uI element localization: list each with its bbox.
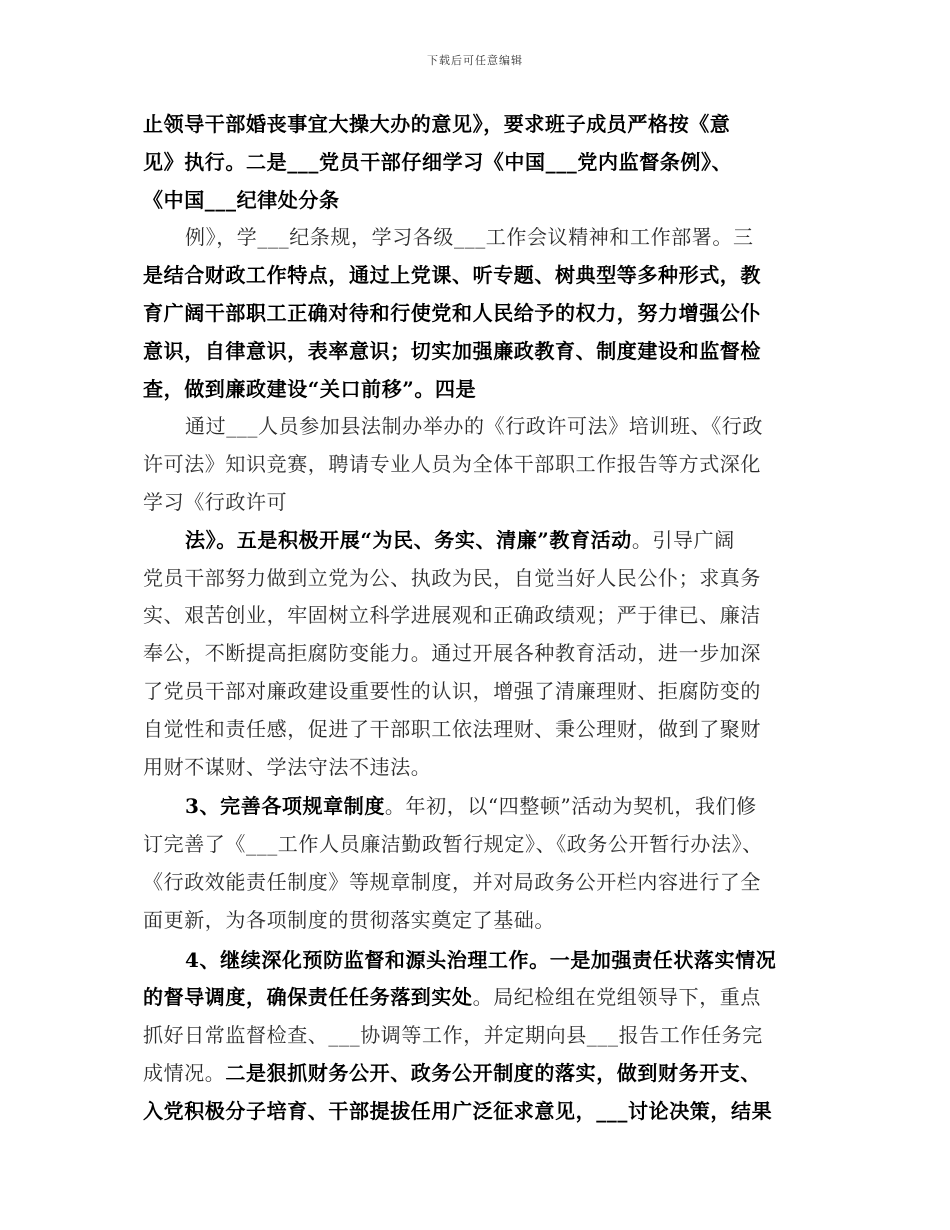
text-run: 学习《行政许可 bbox=[143, 489, 288, 514]
text-run: 面更新，为各项制度的贯彻落实奠定了基础。 bbox=[143, 907, 555, 932]
bold-text-run: 《中国___纪律处分条 bbox=[143, 187, 340, 212]
text-run: 。引导广阔 bbox=[631, 527, 735, 552]
text-line bbox=[143, 942, 811, 980]
text-line bbox=[143, 864, 811, 902]
bold-text-run: 3、完善各项规章制度 bbox=[185, 794, 385, 819]
text-line bbox=[143, 749, 811, 787]
text-line bbox=[143, 597, 811, 635]
text-line bbox=[143, 408, 811, 446]
text-line bbox=[143, 1055, 811, 1093]
text-run: 。局纪检组在党组领导下，重点 bbox=[472, 985, 762, 1010]
text-run: 《行政效能责任制度》等规章制度，并对局政务公开栏内容进行了全 bbox=[143, 869, 761, 894]
text-run: 。年初，以“四整顿”活动为契机，我们修 bbox=[384, 794, 757, 819]
bold-text-run: 二是狠抓财务公开、政务公开制度的落实，做到财务开支、 bbox=[225, 1060, 762, 1085]
text-line bbox=[143, 788, 811, 826]
text-run: 许可法》知识竞赛，聘请专业人员为全体干部职工作报告等方式深化 bbox=[143, 452, 761, 477]
bold-text-run: 意识，自律意识，表率意识；切实加强廉政教育、制度建设和监督检 bbox=[143, 338, 761, 363]
text-run: 成情况。 bbox=[143, 1060, 226, 1085]
bold-text-run: 见》执行。二是___党员干部仔细学习《中国___党内监督条例》、 bbox=[143, 149, 733, 174]
text-line bbox=[143, 826, 811, 864]
text-line bbox=[143, 1093, 811, 1131]
text-run: 自觉性和责任感，促进了干部职工依法理财、秉公理财，做到了聚财 bbox=[143, 716, 761, 741]
text-run: 抓好日常监督检查、___协调等工作，并定期向县___报告工作任务完 bbox=[143, 1023, 763, 1048]
text-line bbox=[143, 333, 811, 371]
bold-text-run: 查，做到廉政建设“关口前移”。四是 bbox=[143, 376, 477, 401]
text-line bbox=[143, 371, 811, 409]
text-line bbox=[143, 560, 811, 598]
text-run: 订完善了《___工作人员廉洁勤政暂行规定》、《政务公开暂行办法》、 bbox=[143, 832, 763, 857]
text-line bbox=[143, 1017, 811, 1055]
bold-text-run: 4、继续深化预防监督和源头治理工作。一是加强责任状落实情况 bbox=[185, 947, 777, 972]
text-line bbox=[143, 295, 811, 333]
text-line bbox=[143, 635, 811, 673]
text-run: 实、艰苦创业，牢固树立科学进展观和正确政绩观；严于律已、廉洁 bbox=[143, 603, 761, 628]
bold-text-run: 入党积极分子培育、干部提拔任用广泛征求意见，___讨论决策，结果 bbox=[143, 1098, 773, 1123]
text-line bbox=[143, 484, 811, 522]
text-line bbox=[143, 979, 811, 1017]
text-line bbox=[143, 144, 811, 182]
text-run: 奉公，不断提高拒腐防变能力。通过开展各种教育活动，进一步加深 bbox=[143, 641, 761, 666]
bold-text-run: 是结合财政工作特点，通过上党课、听专题、树典型等多种形式，教 bbox=[143, 263, 761, 288]
text-line bbox=[143, 219, 811, 257]
bold-text-run: 止领导干部婚丧事宜大操大办的意见》，要求班子成员严格按《意 bbox=[143, 112, 731, 136]
text-run: 例》，学___纪条规，学习各级___工作会议精神和工作部署。三 bbox=[185, 225, 754, 250]
text-line bbox=[143, 711, 811, 749]
text-run: 了党员干部对廉政建设重要性的认识，增强了清廉理财、拒腐防变的 bbox=[143, 678, 761, 703]
bold-text-run: 的督导调度，确保责任任务落到实处 bbox=[143, 985, 473, 1010]
bold-text-run: 法》。五是积极开展“为民、务实、清廉”教育活动 bbox=[185, 527, 632, 552]
text-line bbox=[143, 182, 811, 220]
text-line bbox=[143, 257, 811, 295]
page-header: 下载后可任意编辑 bbox=[427, 54, 523, 67]
bold-text-run: 育广阔干部职工正确对待和行使党和人民给予的权力，努力增强公仆 bbox=[143, 300, 761, 325]
text-run: 用财不谋财、学法守法不违法。 bbox=[143, 754, 432, 779]
text-line bbox=[143, 673, 811, 711]
text-run: 通过___人员参加县法制办举办的《行政许可法》培训班、《行政 bbox=[185, 414, 763, 439]
text-run: 党员干部努力做到立党为公、执政为民，自觉当好人民公仆；求真务 bbox=[143, 565, 761, 590]
text-line bbox=[143, 902, 811, 940]
text-line bbox=[143, 522, 811, 560]
text-line bbox=[143, 446, 811, 484]
document-body bbox=[143, 106, 811, 1131]
text-line bbox=[143, 106, 811, 144]
